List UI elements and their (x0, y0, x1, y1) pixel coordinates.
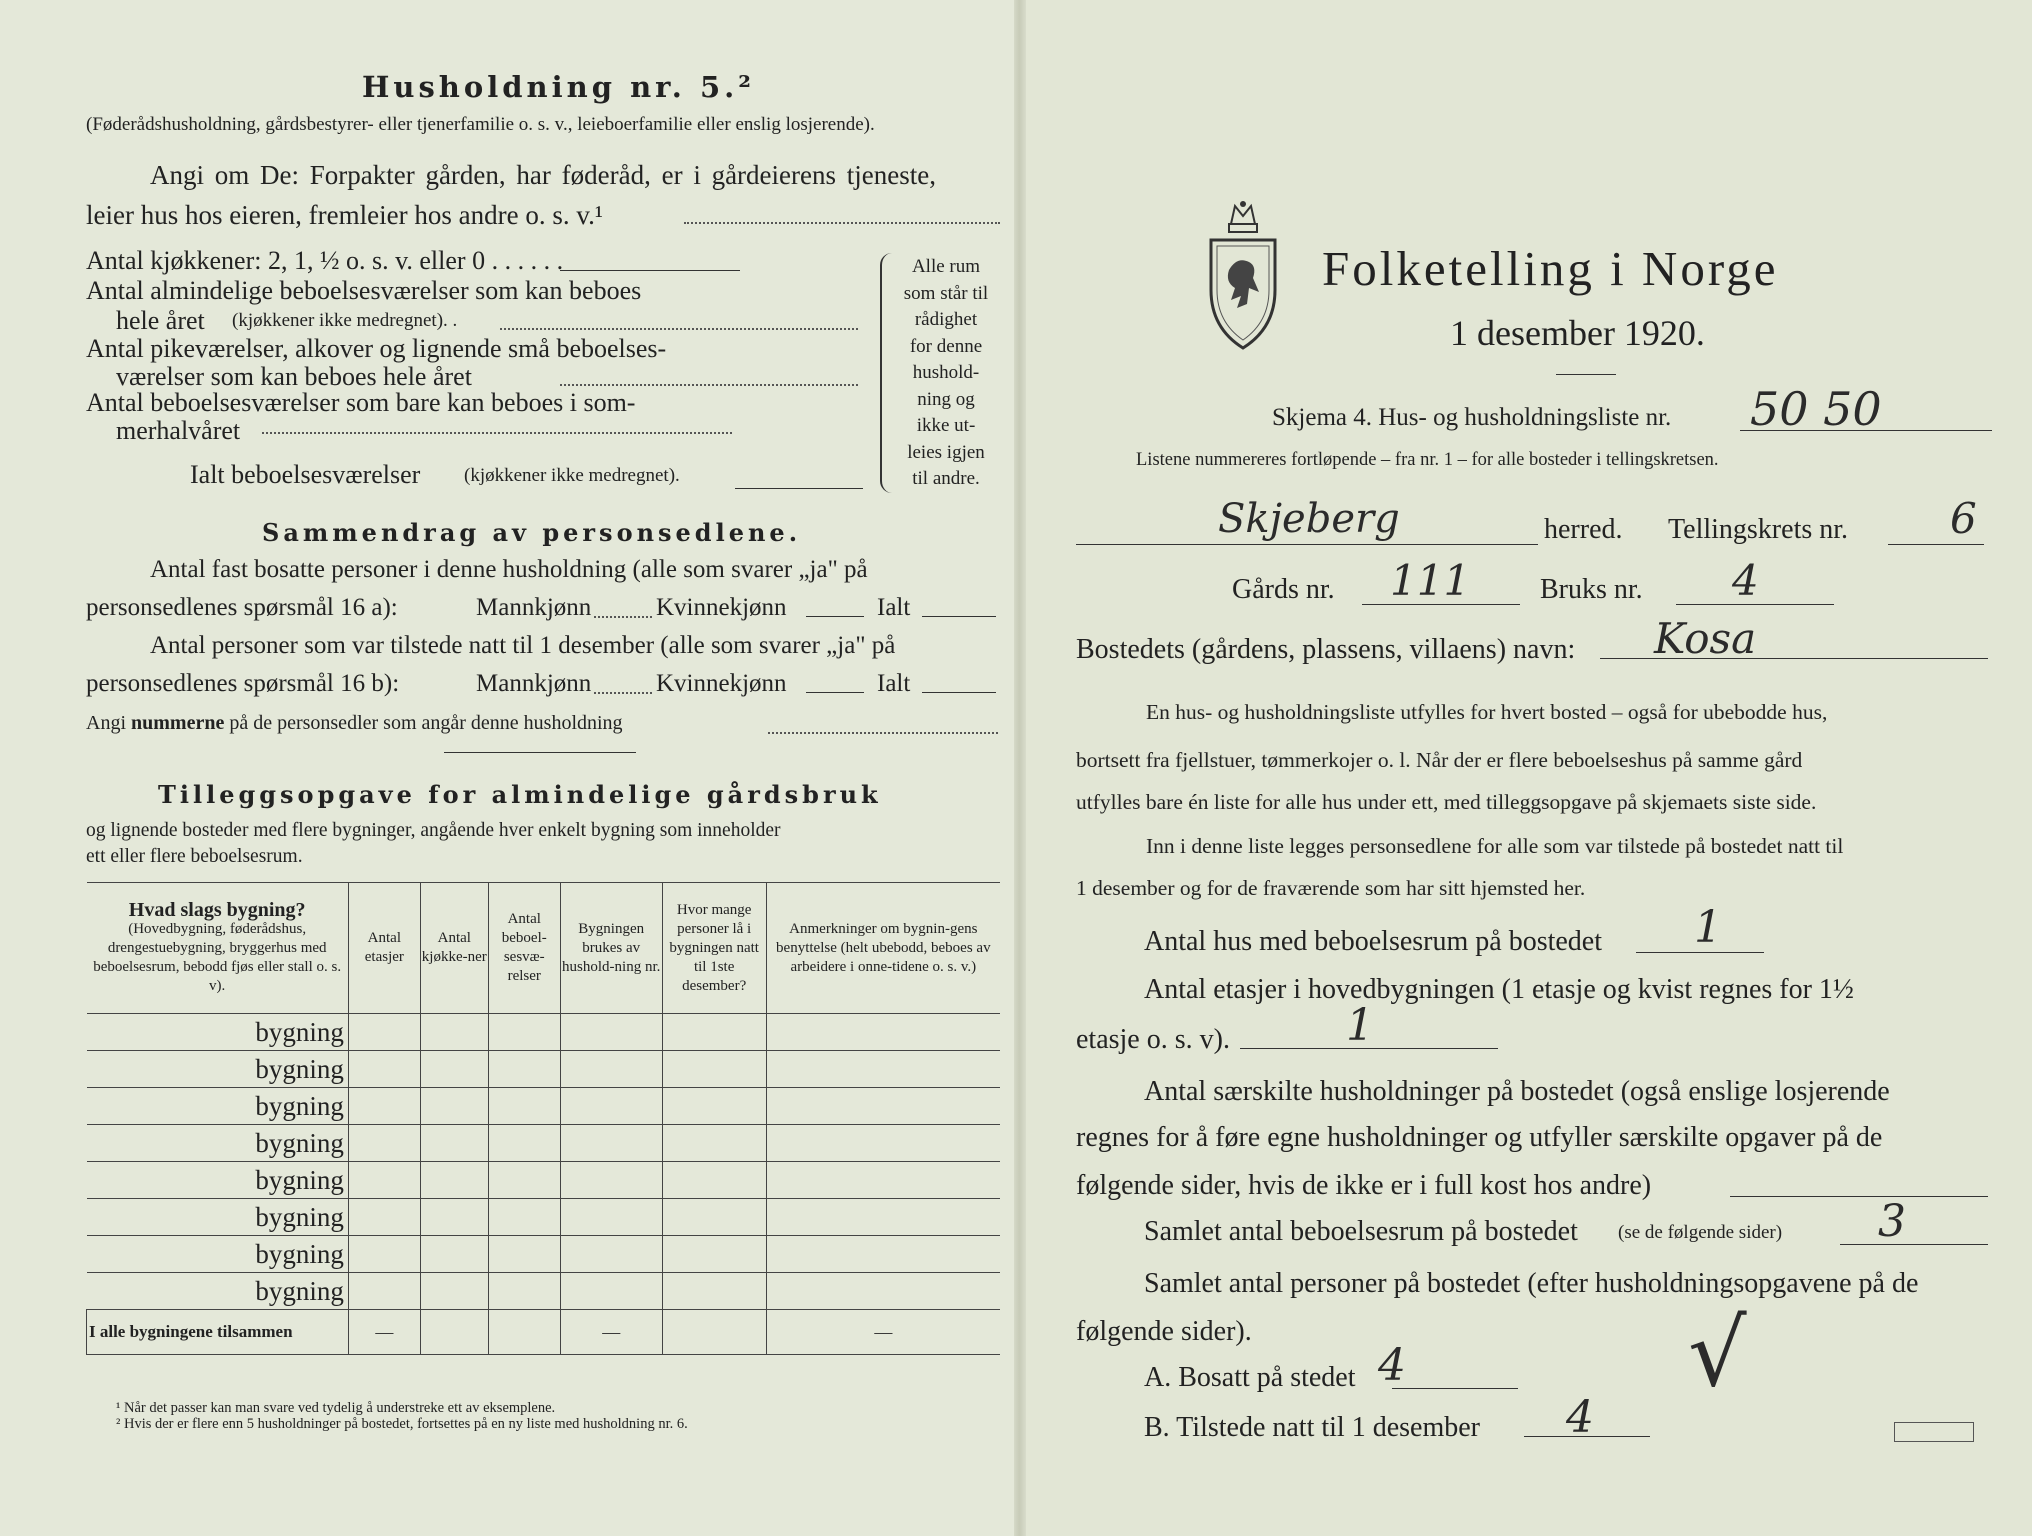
summary-total-answer-1 (922, 616, 996, 617)
summary-female-label-1: Kvinnekjønn (656, 594, 787, 621)
ask-line-1: Angi om De: Forpakter gården, har føderåd, er i gårdeierens tjeneste, (150, 160, 936, 190)
summary-female-answer-2 (806, 692, 864, 693)
bruks-label: Bruks nr. (1540, 574, 1643, 605)
herred-label: herred. (1544, 514, 1623, 545)
census-title: Folketelling i Norge (1322, 241, 1779, 296)
maid-rooms-label-1: Antal pikeværelser, alkover og lignende små beboelses- (86, 334, 667, 363)
col-remarks: Anmerkninger om bygnin-gens benyttelse (helt ubebodd, beboes av arbeidere i onne-tidene o. s. v.) (766, 883, 1000, 1014)
info-line-2: bortsett fra fjellstuer, tømmerkojer o. l. Når der er flere beboelseshus på samme gård (1076, 748, 1803, 772)
table-row: bygning (87, 1088, 1001, 1125)
table-total-row: I alle bygningene tilsammen — — — (87, 1310, 1001, 1355)
info-line-4: Inn i denne liste legges personsedlene for alle som var tilstede på bostedet natt til (1146, 834, 1844, 858)
rooms-total-value: 3 (1878, 1196, 1906, 1247)
total-rooms-label: Ialt beboelsesværelser (190, 460, 421, 489)
floors-line-1: Antal etasjer i hovedbygningen (1 etasje og kvist regnes for 1½ (1144, 974, 1854, 1005)
households-line-2: regnes for å føre egne husholdninger og utfyller særskilte opgaver på de (1076, 1122, 1883, 1153)
schema-number-line (1740, 430, 1992, 431)
brace-note: Alle rum som står til rådighet for denne hushold- ning og ikke ut- leies igjen til andre. (903, 256, 989, 489)
summary-total-answer-2 (922, 692, 996, 693)
supplement-sub-2: ett eller flere beboelsesrum. (86, 846, 303, 867)
maid-rooms-label-2: værelser som kan beboes hele året (116, 362, 472, 391)
summary-para2-line1: Antal personer som var tilstede natt til 1 desember (alle som svarer „ja" på (150, 632, 896, 659)
rooms-total-note: (se de følgende sider) (1618, 1222, 1783, 1243)
col-building-type: Hvad slags bygning? (Hovedbygning, føderådshus, drengestuebygning, bryggerhus med beboelsesrum, bebodd fjøs eller stall o. s. v). (87, 883, 349, 1014)
page-fold (1014, 0, 1026, 1536)
summary-para1-line2: personsedlenes spørsmål 16 a): (86, 594, 398, 621)
numbers-line: Angi nummerne på de personsedler som angår denne husholdning (86, 712, 623, 734)
herred-line (1076, 544, 1538, 545)
resident-line (1392, 1388, 1518, 1389)
numbers-answer-line (768, 732, 998, 734)
supplement-heading: Tilleggsopgave for almindelige gårdsbruk (158, 780, 882, 809)
section-divider (444, 752, 636, 753)
check-mark: √ (1688, 1300, 1747, 1407)
households-line-3: følgende sider, hvis de ikke er i full kost hos andre) (1076, 1170, 1652, 1201)
ordinary-rooms-answer-line (500, 328, 858, 330)
present-line (1524, 1436, 1650, 1437)
bosted-value: Kosa (1654, 614, 1757, 663)
info-line-5: 1 desember og for de fraværende som har sitt hjemsted her. (1076, 876, 1586, 900)
total-rooms-note: (kjøkkener ikke medregnet). (464, 465, 680, 486)
ordinary-rooms-note: (kjøkkener ikke medregnet). . (232, 310, 458, 331)
floors-answer-line (1240, 1048, 1498, 1049)
houses-value: 1 (1694, 902, 1722, 953)
resident-value: 4 (1378, 1340, 1406, 1391)
numbering-note: Listene nummereres fortløpende – fra nr. 1 – for alle bosteder i tellingskretsen. (1136, 450, 1719, 470)
summary-para1-line1: Antal fast bosatte personer i denne husholdning (alle som svarer „ja" på (150, 556, 868, 583)
houses-label: Antal hus med beboelsesrum på bostedet (1144, 926, 1603, 957)
persons-line-1: Samlet antal personer på bostedet (efter husholdningsopgavene på de (1144, 1268, 1919, 1299)
info-line-1: En hus- og husholdningsliste utfylles for hvert bosted – også for ubebodde hus, (1146, 700, 1828, 724)
kitchens-answer-line (560, 270, 740, 271)
herred-value: Skjeberg (1218, 496, 1400, 542)
ordinary-rooms-label-1: Antal almindelige beboelsesværelser som kan beboes (86, 276, 642, 305)
gards-value: 111 (1390, 556, 1471, 605)
summer-rooms-label-2: merhalvåret (116, 416, 241, 445)
supplement-sub-1: og lignende bosteder med flere bygninger, angående hver enkelt bygning som inneholder (86, 820, 781, 841)
summary-heading: Sammendrag av personsedlene. (262, 518, 802, 547)
present-value: 4 (1566, 1392, 1594, 1443)
col-used-by: Bygningen brukes av hushold-ning nr. (560, 883, 662, 1014)
gards-line (1362, 604, 1520, 605)
info-line-3: utfylles bare én liste for alle hus under ett, med tilleggsopgave på skjemaets siste side. (1076, 790, 1817, 814)
summer-rooms-answer-line (262, 432, 732, 434)
bruks-line (1676, 604, 1834, 605)
present-label: B. Tilstede natt til 1 desember (1144, 1412, 1480, 1443)
footnote-1: ¹ Når det passer kan man svare ved tydelig å understreke ett av eksemplene. (116, 1400, 556, 1416)
summary-male-answer-2 (594, 692, 652, 694)
norway-coat-of-arms-icon (1207, 200, 1279, 350)
household-heading: Husholdning nr. 5.² (362, 70, 755, 104)
bruks-value: 4 (1732, 556, 1759, 605)
houses-line (1636, 952, 1764, 953)
households-line-1: Antal særskilte husholdninger på bostedet (også enslige losjerende (1144, 1076, 1890, 1107)
maid-rooms-answer-line (560, 384, 858, 386)
ask-line-2: leier hus hos eieren, fremleier hos andre o. s. v.¹ (86, 200, 603, 230)
schema-label: Skjema 4. Hus- og husholdningsliste nr. (1272, 404, 1672, 431)
total-rooms-answer-line (735, 488, 863, 489)
footnote-2: ² Hvis der er flere enn 5 husholdninger på bostedet, fortsettes på en ny liste med husholdning nr. 6. (116, 1416, 688, 1432)
table-row: bygning (87, 1125, 1001, 1162)
schema-number: 50 50 (1750, 382, 1882, 436)
title-divider (1556, 374, 1616, 375)
table-row: bygning (87, 1014, 1001, 1051)
rooms-total-line (1840, 1244, 1988, 1245)
census-date: 1 desember 1920. (1450, 313, 1705, 353)
ask-answer-line (684, 222, 1000, 224)
household-intro-note: (Føderådshusholdning, gårdsbestyrer- eller tjenerfamilie o. s. v., leieboerfamilie eller enslig losjerende). (86, 114, 875, 135)
summary-male-label-2: Mannkjønn (476, 670, 592, 697)
col-rooms: Antal beboel-sesvæ-relser (488, 883, 560, 1014)
floors-value: 1 (1346, 1000, 1374, 1051)
ordinary-rooms-label-2: hele året (116, 306, 205, 335)
col-kitchens: Antal kjøkke-ner (420, 883, 488, 1014)
kitchens-label: Antal kjøkkener: 2, 1, ½ o. s. v. eller 0 . . . . . . (86, 246, 564, 275)
bosted-line (1600, 658, 1988, 659)
summary-total-label-1: Ialt (877, 594, 911, 621)
gards-label: Gårds nr. (1232, 574, 1335, 605)
krets-line (1888, 544, 1984, 545)
summer-rooms-label-1: Antal beboelsesværelser som bare kan beboes i som- (86, 388, 636, 417)
summary-para2-line2: personsedlenes spørsmål 16 b): (86, 670, 400, 697)
table-row: bygning (87, 1162, 1001, 1199)
col-persons: Hvor mange personer lå i bygningen natt til 1ste desember? (662, 883, 766, 1014)
krets-label: Tellingskrets nr. (1668, 514, 1849, 545)
building-table-header (87, 883, 1001, 1014)
table-row: bygning (87, 1273, 1001, 1310)
printer-stamp (1894, 1422, 1974, 1442)
summary-female-answer-1 (806, 616, 864, 617)
building-table (86, 882, 1000, 1355)
floors-line-2: etasje o. s. v). (1076, 1024, 1230, 1055)
summary-male-answer-1 (594, 616, 652, 618)
col-floors: Antal etasjer (348, 883, 420, 1014)
summary-female-label-2: Kvinnekjønn (656, 670, 787, 697)
persons-line-2: følgende sider). (1076, 1316, 1252, 1347)
table-row: bygning (87, 1051, 1001, 1088)
table-row: bygning (87, 1199, 1001, 1236)
resident-label: A. Bosatt på stedet (1144, 1362, 1356, 1393)
summary-male-label-1: Mannkjønn (476, 594, 592, 621)
table-row: bygning (87, 1236, 1001, 1273)
summary-total-label-2: Ialt (877, 670, 911, 697)
households-answer-line (1730, 1196, 1988, 1197)
krets-value: 6 (1950, 494, 1977, 543)
rooms-total-label: Samlet antal beboelsesrum på bostedet (1144, 1216, 1578, 1247)
bosted-label: Bostedets (gårdens, plassens, villaens) navn: (1076, 634, 1576, 665)
